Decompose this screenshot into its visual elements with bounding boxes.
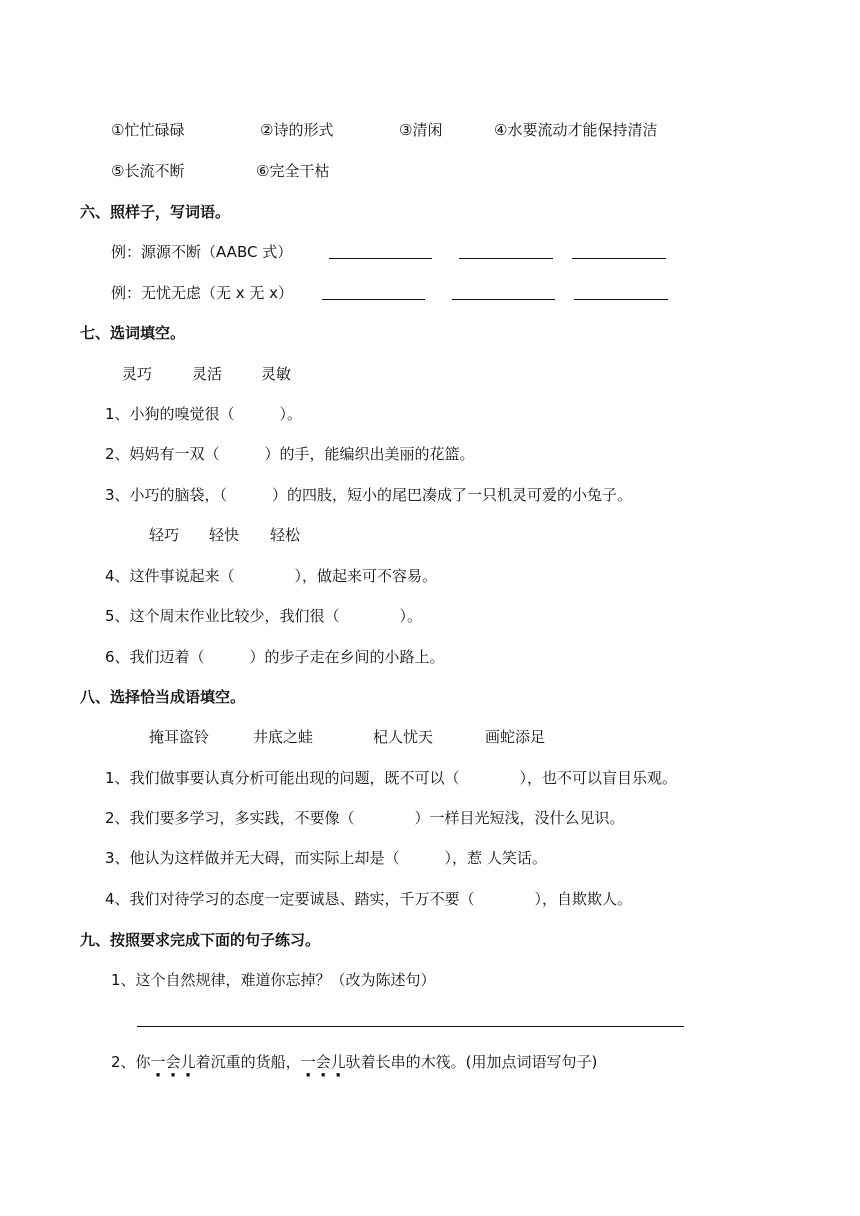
answer-blank[interactable] <box>574 299 668 300</box>
option-3: ③清闲 <box>399 121 443 139</box>
answer-blank[interactable] <box>459 258 553 259</box>
dotted-char: 会 <box>165 1053 181 1071</box>
example-1: 例：源源不断（AABC 式） <box>111 243 293 261</box>
question: 3、他认为这样做并无大碍，而实际上却是（ ），惹 人笑话。 <box>105 849 547 867</box>
question: 1、小狗的嗅觉很（ ）。 <box>105 405 303 423</box>
idiom-choice: 井底之蛙 <box>253 728 314 746</box>
question: 1、我们做事要认真分析可能出现的问题，既不可以（ ），也不可以盲目乐观。 <box>105 769 678 787</box>
word-choice: 轻快 <box>209 526 240 544</box>
answer-blank[interactable] <box>572 258 666 259</box>
dotted-char: 儿 <box>180 1053 196 1071</box>
option-4: ④水要流动才能保持清洁 <box>494 121 658 139</box>
question <box>111 1051 597 1073</box>
question: 2、我们要多学习，多实践，不要像（ ）一样目光短浅，没什么见识。 <box>105 809 625 827</box>
question: 1、这个自然规律，难道你忘掉？（改为陈述句） <box>111 971 436 989</box>
section-9-title: 九、按照要求完成下面的句子练习。 <box>80 931 321 949</box>
answer-blank[interactable] <box>322 299 425 300</box>
option-2: ②诗的形式 <box>260 121 334 139</box>
dotted-char: 一 <box>300 1053 316 1071</box>
word-choice: 轻松 <box>270 526 301 544</box>
idiom-choice: 画蛇添足 <box>485 728 546 746</box>
section-6-title: 六、照样子，写词语。 <box>80 203 231 221</box>
question: 6、我们迈着（ ）的步子走在乡间的小路上。 <box>105 648 445 666</box>
word-choice: 灵巧 <box>122 365 153 383</box>
dotted-char: 一 <box>150 1053 166 1071</box>
question: 5、这个周末作业比较少，我们很（ ）。 <box>105 607 423 625</box>
option-6: ⑥完全干枯 <box>256 162 330 180</box>
section-7-title: 七、选词填空。 <box>80 324 186 342</box>
dotted-char: 会 <box>315 1053 331 1071</box>
answer-line[interactable] <box>137 1026 684 1027</box>
dotted-word <box>301 1053 346 1071</box>
answer-blank[interactable] <box>452 299 555 300</box>
idiom-choice: 杞人忧天 <box>373 728 434 746</box>
question: 4、这件事说起来（ ），做起来可不容易。 <box>105 567 438 585</box>
question-text: 驮着长串的木筏。(用加点词语写句子) <box>345 1053 598 1071</box>
option-1: ①忙忙碌碌 <box>111 121 185 139</box>
option-5: ⑤长流不断 <box>111 162 185 180</box>
dotted-char: 儿 <box>330 1053 346 1071</box>
idiom-choice: 掩耳盗铃 <box>149 728 210 746</box>
example-2: 例：无忧无虑（无 x 无 x） <box>111 284 294 302</box>
question-text: 2、你 <box>111 1053 151 1071</box>
question-text: 着沉重的货船， <box>195 1053 301 1071</box>
section-8-title: 八、选择恰当成语填空。 <box>80 688 246 706</box>
answer-blank[interactable] <box>329 258 432 259</box>
question: 4、我们对待学习的态度一定要诚恳、踏实，千万不要（ ），自欺欺人。 <box>105 890 633 908</box>
dotted-word <box>151 1053 196 1071</box>
question: 3、小巧的脑袋，（ ）的四肢，短小的尾巴凑成了一只机灵可爱的小兔子。 <box>105 486 633 504</box>
word-choice: 灵活 <box>192 365 223 383</box>
question: 2、妈妈有一双（ ）的手，能编织出美丽的花篮。 <box>105 445 475 463</box>
word-choice: 灵敏 <box>261 365 292 383</box>
word-choice: 轻巧 <box>149 526 180 544</box>
